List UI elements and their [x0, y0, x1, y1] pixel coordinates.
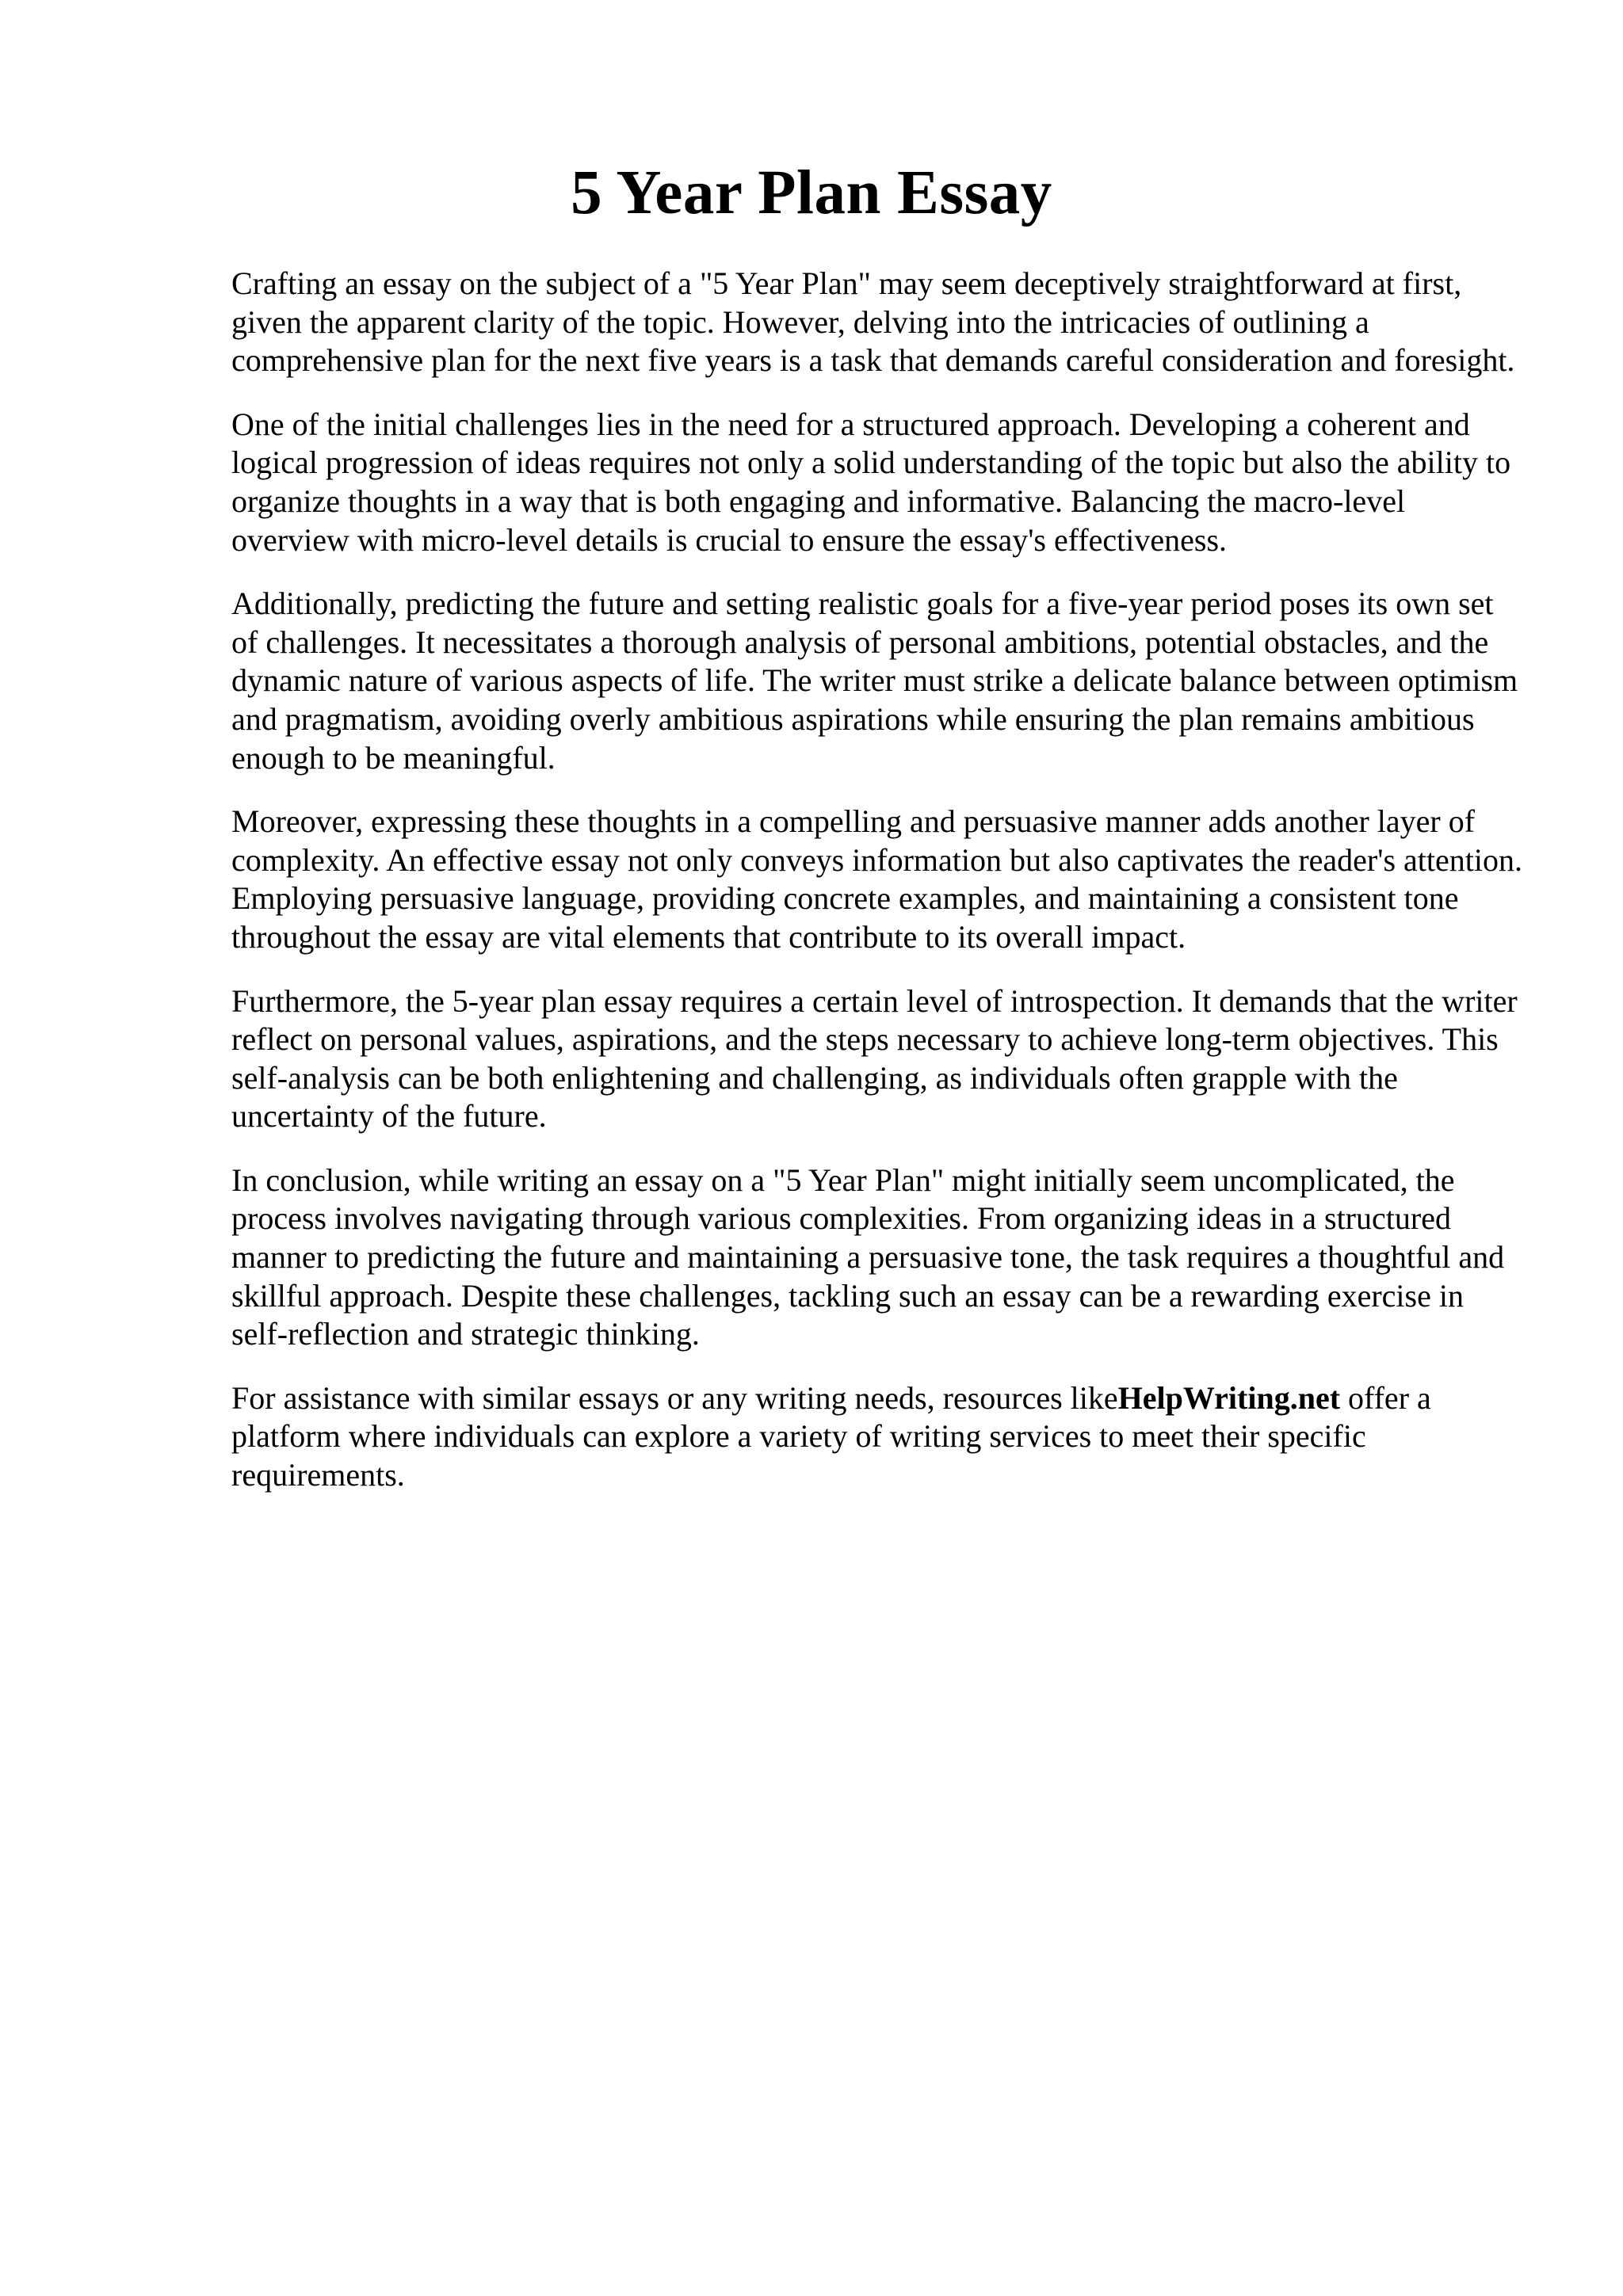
- paragraph-conclusion: In conclusion, while writing an essay on a "5 Year Plan" might initially seem uncomplicated, the process involves navigating through various complexities. From organizing ideas in a structured manner to predicting the future and maintaining a persuasive tone, the task requires a thoughtful and skillful approach. Despite these challenges, tackling such an essay can be a rewarding exercise in self-reflection and strategic thinking.: [231, 1161, 1505, 1352]
- paragraph-structure: One of the initial challenges lies in the need for a structured approach. Developing a coherent and logical progression of ideas requires not only a solid understanding of the topic but also the ability to organize thoughts in a way that is both engaging and informative. Balancing the macro-level overview with micro-level details is crucial to ensure the essay's effectiveness.: [231, 406, 1511, 558]
- closing-text-before: For assistance with similar essays or any writing needs, resources like: [231, 1379, 1118, 1416]
- document-title: 5 Year Plan Essay: [571, 158, 1052, 227]
- helpwriting-link[interactable]: HelpWriting.net: [1117, 1379, 1341, 1416]
- paragraph-introspection: Furthermore, the 5-year plan essay requires a certain level of introspection. It demands that the writer reflect on personal values, aspirations, and the steps necessary to achieve long-term objectives. This self-analysis can be both enlightening and challenging, as individuals often grapple with the uncertainty of the future.: [231, 982, 1518, 1135]
- document-body: [231, 265, 1523, 1520]
- paragraph-persuasion: Moreover, expressing these thoughts in a compelling and persuasive manner adds another layer of complexity. An effective essay not only conveys information but also captivates the reader's attention. Employing persuasive language, providing concrete examples, and maintaining a consistent tone throughout the essay are vital elements that contribute to its overall impact.: [231, 803, 1522, 955]
- closing-text-after: offer a platform where individuals can explore a variety of writing services to meet their specific requirements.: [231, 1379, 1431, 1493]
- paragraph-intro: Crafting an essay on the subject of a "5 Year Plan" may seem deceptively straightforward at first, given the apparent clarity of the topic. However, delving into the intricacies of outlining a comprehensive plan for the next five years is a task that demands careful consideration and foresight.: [231, 265, 1515, 379]
- paragraph-closing: [231, 1379, 1523, 1495]
- paragraph-future-goals: Additionally, predicting the future and setting realistic goals for a five-year period poses its own set of challenges. It necessitates a thorough analysis of personal ambitions, potential obstacles, and the dynamic nature of various aspects of life. The writer must strike a delicate balance between optimism and pragmatism, avoiding overly ambitious aspirations while ensuring the plan remains ambitious enough to be meaningful.: [231, 585, 1518, 776]
